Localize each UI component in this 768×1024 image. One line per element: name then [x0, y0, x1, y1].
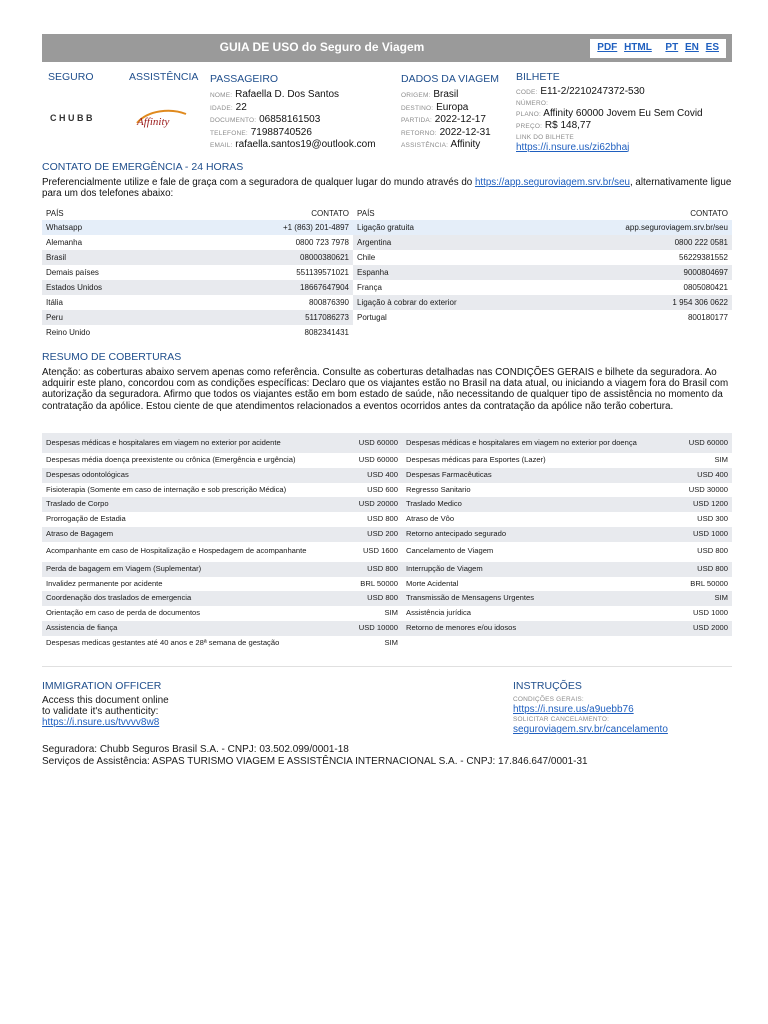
- trip-title: DADOS DA VIAGEM: [401, 73, 500, 85]
- coverage-value: USD 30000: [688, 484, 728, 494]
- coverage-name: Cancelamento de Viagem: [406, 546, 494, 556]
- contact-country: Ligação gratuita: [353, 220, 543, 235]
- contact-number-empty: [543, 325, 732, 340]
- coverage-row: [42, 562, 732, 577]
- ticket-link-label: LINK DO BILHETE: [516, 133, 574, 141]
- contact-number: app.seguroviagem.srv.br/seu: [543, 220, 732, 235]
- affinity-logo: [133, 108, 189, 128]
- contact-country-empty: [353, 325, 543, 340]
- return-value: 2022-12-31: [439, 126, 491, 138]
- passenger-phone-label: TELEFONE:: [210, 129, 248, 137]
- coverage-name: Assistência jurídica: [406, 608, 471, 618]
- destination-value: Europa: [436, 101, 469, 113]
- coverage-value: USD 1000: [692, 608, 728, 618]
- coverage-name: Fisioterapia (Somente em caso de internação e sob prescrição Médica): [46, 484, 287, 494]
- contact-number: 9000804697: [543, 265, 732, 280]
- passenger-document-label: DOCUMENTO:: [210, 117, 257, 124]
- coverage-name: Despesas Farmacêuticas: [402, 468, 674, 483]
- contact-country: Peru: [42, 310, 142, 325]
- coverage-name: Acompanhante em caso de Hospitalização e Hospedagem de acompanhante: [46, 546, 307, 556]
- coverage-name: Retorno antecipado segurado: [402, 527, 674, 542]
- coverage-name: Transmissão de Mensagens Urgentes: [402, 591, 674, 606]
- coverage-table: [42, 433, 732, 651]
- conditions-label: CONDIÇÕES GERAIS:: [513, 696, 584, 703]
- coverage-value: [674, 636, 732, 651]
- coverage-name: Invalidez permanente por acidente: [46, 578, 163, 588]
- passenger-age-label: IDADE:: [210, 104, 233, 112]
- ticket-price-label: PREÇO:: [516, 123, 543, 130]
- instructions-title: INSTRUÇÕES: [513, 680, 582, 692]
- coverage-name: Regresso Sanitario: [406, 484, 471, 494]
- coverage-row: [42, 497, 732, 512]
- coverage-value: USD 20000: [350, 497, 402, 512]
- coverage-row: [42, 606, 732, 621]
- col-country-header-2: PAÍS: [357, 208, 375, 218]
- divider: [42, 666, 732, 667]
- coverage-name: Prorrogação de Estadia: [46, 514, 126, 524]
- coverage-value: SIM: [384, 637, 398, 647]
- pdf-link[interactable]: PDF: [597, 42, 618, 53]
- contact-country: Argentina: [353, 235, 543, 250]
- footer-assistance: Serviços de Assistência: ASPAS TURISMO VIAGEM E ASSISTÊNCIA INTERNACIONAL S.A. - CNPJ: 17.846.647/0001-31: [42, 755, 588, 767]
- assistance-title: ASSISTÊNCIA: [129, 71, 199, 83]
- coverage-row: [42, 577, 732, 592]
- coverage-name: [402, 636, 674, 651]
- coverage-name: Despesas médicas e hospitalares em viagem no exterior por doença: [402, 433, 674, 453]
- passenger-document: 06858161503: [259, 114, 321, 125]
- svg-text:Affinity: Affinity: [137, 116, 170, 128]
- format-links: [590, 39, 726, 58]
- coverage-row: [42, 468, 732, 483]
- table-row: [42, 310, 732, 325]
- ticket-details: [516, 86, 703, 153]
- insurer-title: SEGURO: [48, 71, 94, 83]
- table-row: [42, 325, 732, 340]
- coverage-name: Orientação em caso de perda de documentos: [46, 608, 201, 618]
- contact-number: 800180177: [543, 310, 732, 325]
- coverage-notice: Atenção: as coberturas abaixo servem apenas como referência. Consulte as coberturas detalhadas nas CONDIÇÕES GERAIS e bilhete da seguradora. Ao adquirir este plano, concordou com as condições específicas: Declaro que os viajantes estão no Brasil na data atual, ou iniciando a viagem fora do Brasil com autorização da seguradora. Afirmo que todos os viajantes estão em bom estado de saúde, não necessitando de qualquer tipo de assistência no momento da contratação da apólice. Estou ciente de que atendimentos relacionados a eventos ocorridos antes da contratação da apólice não terão cobertura.: [42, 367, 729, 412]
- coverage-value: USD 800: [697, 546, 728, 556]
- instructions-block: [513, 695, 668, 735]
- footer-insurer: Seguradora: Chubb Seguros Brasil S.A. - CNPJ: 03.502.099/0001-18: [42, 744, 349, 755]
- coverage-name: Despesas médicas para Esportes (Lazer): [406, 455, 546, 465]
- origin-label: ORIGEM:: [401, 92, 431, 99]
- immigration-line-1: Access this document online: [42, 695, 169, 706]
- trip-assistance-value: Affinity: [450, 139, 481, 150]
- passenger-title: PASSAGEIRO: [210, 73, 279, 85]
- contact-country: Portugal: [353, 310, 543, 325]
- coverage-row: [42, 483, 732, 498]
- coverage-value: USD 200: [350, 527, 402, 542]
- table-row: [42, 280, 732, 295]
- contact-number: 8082341431: [304, 328, 349, 337]
- table-row: [42, 220, 732, 235]
- contact-country: Itália: [46, 298, 63, 307]
- coverage-value: USD 400: [674, 468, 732, 483]
- title-bar: [42, 34, 732, 62]
- contact-number: 0805080421: [543, 280, 732, 295]
- contact-country: Brasil: [42, 250, 142, 265]
- coverage-row: [42, 621, 732, 636]
- ticket-price: R$ 148,77: [544, 120, 592, 131]
- passenger-details: [210, 89, 376, 152]
- contact-number: 0800 723 7978: [295, 238, 349, 247]
- cancel-link[interactable]: seguroviagem.srv.br/cancelamento: [513, 724, 668, 735]
- coverage-name: Despesas média doença preexistente ou crônica (Emergência e urgência): [46, 455, 296, 465]
- coverage-name: Despesas odontológicas: [42, 468, 350, 483]
- contact-country: Whatsapp: [42, 220, 142, 235]
- coverage-name: Perda de bagagem em Viagem (Suplementar): [42, 562, 350, 577]
- lang-pt-link[interactable]: PT: [665, 42, 679, 53]
- contact-number: 5117086273: [142, 310, 353, 325]
- coverage-value: BRL 50000: [360, 578, 398, 588]
- footer: [42, 744, 588, 767]
- coverage-value: USD 60000: [358, 455, 398, 465]
- coverage-name: Retorno de menores e/ou idosos: [402, 621, 674, 636]
- cancel-label: SOLICITAR CANCELAMENTO:: [513, 716, 610, 723]
- coverage-value: USD 400: [350, 468, 402, 483]
- coverage-name: Despesas medicas gestantes até 40 anos e 28ª semana de gestação: [46, 637, 280, 647]
- coverage-row: [42, 512, 732, 527]
- coverage-value: SIM: [384, 608, 398, 618]
- coverage-name: Coordenação dos traslados de emergencia: [42, 591, 350, 606]
- coverage-value: USD 1000: [674, 527, 732, 542]
- ticket-plan-label: PLANO:: [516, 110, 542, 118]
- coverage-value: USD 800: [367, 514, 398, 524]
- col-country-header: PAÍS: [46, 208, 64, 218]
- contact-country: Espanha: [353, 265, 543, 280]
- contact-country: Estados Unidos: [42, 280, 142, 295]
- coverage-name: Assistencia de fiança: [42, 621, 350, 636]
- coverage-row: [42, 591, 732, 606]
- coverage-value: USD 600: [367, 484, 398, 494]
- immigration-line-2: to validate it's authenticity:: [42, 706, 159, 717]
- coverage-name: Traslado de Corpo: [42, 497, 350, 512]
- contact-country: Alemanha: [46, 238, 83, 247]
- passenger-email-label: EMAIL:: [210, 142, 233, 149]
- departure-label: PARTIDA:: [401, 117, 432, 124]
- table-row: [42, 250, 732, 265]
- contact-number: 18667647904: [142, 280, 353, 295]
- contact-number: 08000380621: [142, 250, 353, 265]
- ticket-plan: Affinity 60000 Jovem Eu Sem Covid: [543, 107, 703, 119]
- table-row: [42, 295, 732, 310]
- col-contact-header-2: CONTATO: [690, 208, 728, 218]
- emergency-text-before: Preferencialmente utilize e fale de graça com a seguradora de qualquer lugar do mundo através do: [42, 177, 475, 188]
- return-label: RETORNO:: [401, 129, 437, 137]
- contact-country: Reino Unido: [46, 328, 91, 337]
- coverage-value: USD 2000: [674, 621, 732, 636]
- coverage-value: USD 800: [350, 591, 402, 606]
- immigration-link[interactable]: https://i.nsure.us/tvvvv8w8: [42, 717, 160, 728]
- coverage-row: [42, 433, 732, 453]
- contact-country: Chile: [353, 250, 543, 265]
- contact-country: França: [353, 280, 543, 295]
- conditions-link[interactable]: https://i.nsure.us/a9uebb76: [513, 704, 634, 715]
- contact-number: 1 954 306 0622: [543, 295, 732, 310]
- coverage-row: [42, 453, 732, 468]
- trip-details: [401, 89, 491, 152]
- emergency-title: CONTATO DE EMERGÊNCIA - 24 HORAS: [42, 161, 244, 173]
- coverage-value: USD 800: [674, 562, 732, 577]
- coverage-value: USD 300: [697, 514, 728, 524]
- coverage-row: [42, 542, 732, 562]
- immigration-block: [42, 695, 169, 728]
- chubb-logo: CHUBB: [50, 113, 95, 123]
- contact-number: 0800 222 0581: [543, 235, 732, 250]
- destination-label: DESTINO:: [401, 104, 434, 112]
- coverage-value: BRL 50000: [690, 578, 728, 588]
- ticket-code: E11-2/2210247372-530: [540, 86, 645, 97]
- ticket-title: BILHETE: [516, 71, 560, 83]
- coverage-value: USD 1200: [674, 497, 732, 512]
- coverage-value: SIM: [714, 455, 728, 465]
- ticket-code-label: CODE:: [516, 89, 538, 96]
- trip-assistance-label: ASSISTÊNCIA:: [401, 142, 449, 149]
- emergency-contacts-table: [42, 206, 732, 340]
- contact-country: Demais países: [46, 268, 99, 277]
- coverage-value: USD 60000: [674, 433, 732, 453]
- coverage-name: Morte Acidental: [406, 578, 459, 588]
- departure-value: 2022-12-17: [434, 114, 486, 125]
- contact-country: Ligação à cobrar do exterior: [353, 295, 543, 310]
- coverage-value: USD 10000: [350, 621, 402, 636]
- coverage-name: Interrupção de Viagem: [402, 562, 674, 577]
- coverage-value: USD 60000: [350, 433, 402, 453]
- passenger-name-label: NOME:: [210, 92, 233, 99]
- table-row: [42, 265, 732, 280]
- passenger-email: rafaella.santos19@outlook.com: [235, 139, 376, 150]
- coverage-value: USD 1600: [362, 546, 398, 556]
- passenger-age: 22: [235, 101, 247, 113]
- origin-value: Brasil: [433, 89, 459, 100]
- lang-en-link[interactable]: EN: [684, 42, 699, 53]
- coverage-name: Traslado Medico: [402, 497, 674, 512]
- contact-number: 800876390: [308, 298, 349, 307]
- coverage-title: RESUMO DE COBERTURAS: [42, 351, 182, 363]
- emergency-app-link[interactable]: https://app.seguroviagem.srv.br/seu: [474, 177, 630, 188]
- coverage-name: Atraso de Vôo: [406, 514, 455, 524]
- coverage-row: [42, 636, 732, 651]
- immigration-title: IMMIGRATION OFFICER: [42, 680, 162, 692]
- contact-number: +1 (863) 201-4897: [142, 220, 353, 235]
- passenger-name: Rafaella D. Dos Santos: [235, 89, 340, 100]
- html-link[interactable]: HTML: [624, 42, 652, 53]
- ticket-number-label: NÚMERO:: [516, 99, 549, 107]
- coverage-value: SIM: [674, 591, 732, 606]
- emergency-text: [42, 177, 732, 199]
- coverage-value: USD 800: [350, 562, 402, 577]
- col-contact-header: CONTATO: [311, 208, 349, 218]
- emergency-text-after: , alternativamente ligue para um dos telefones abaixo:: [42, 177, 732, 200]
- lang-es-link[interactable]: ES: [705, 42, 719, 53]
- page-title: GUIA DE USO do Seguro de Viagem: [219, 40, 425, 54]
- coverage-name: Despesas médicas e hospitalares em viagem no exterior por acidente: [42, 433, 350, 453]
- coverage-row: [42, 527, 732, 542]
- coverage-name: Atraso de Bagagem: [42, 527, 350, 542]
- ticket-link[interactable]: https://i.nsure.us/zi62bhaj: [516, 141, 630, 153]
- contact-number: 551139571021: [296, 268, 349, 277]
- contact-number: 56229381552: [543, 250, 732, 265]
- passenger-phone: 71988740526: [250, 126, 312, 138]
- table-row: [42, 235, 732, 250]
